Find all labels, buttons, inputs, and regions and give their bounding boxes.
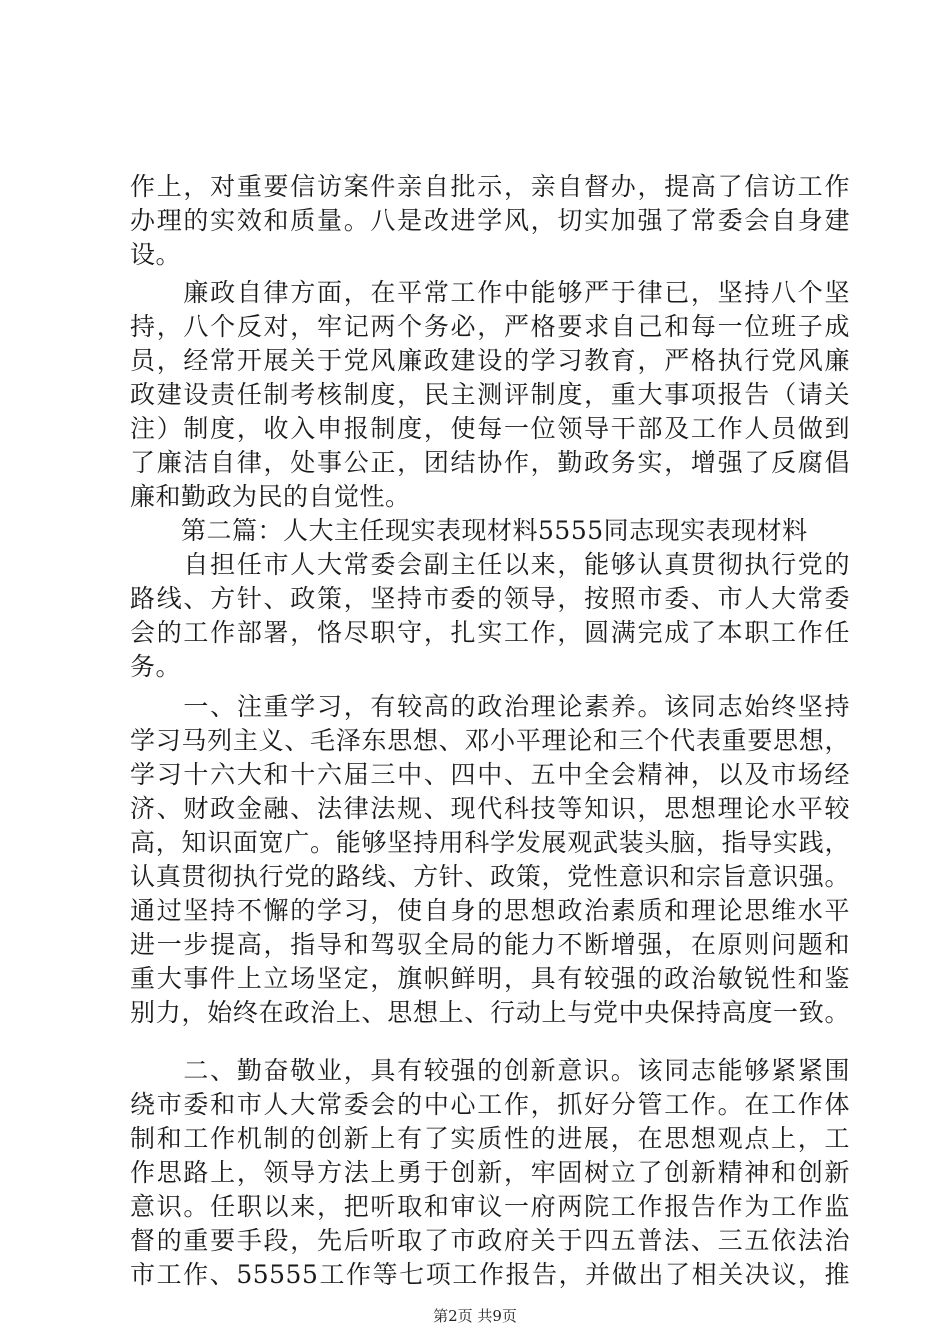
text-line: 第二篇：人大主任现实表现材料5555同志现实表现材料 — [130, 516, 808, 545]
text-line: 制和工作机制的创新上有了实质性的进展，在思想观点上，工 — [130, 1124, 850, 1153]
text-line: 二、勤奋敬业，具有较强的创新意识。该同志能够紧紧围 — [130, 1056, 850, 1085]
text-line: 办理的实效和质量。八是改进学风，切实加强了常委会自身建 — [130, 206, 850, 235]
text-line: 持，八个反对，牢记两个务必，严格要求自己和每一位班子成 — [130, 312, 850, 341]
text-line: 政建设责任制考核制度，民主测评制度，重大事项报告（请关 — [130, 380, 850, 409]
text-line: 别力，始终在政治上、思想上、行动上与党中央保持高度一致。 — [130, 998, 850, 1027]
text-line: 进一步提高，指导和驾驭全局的能力不断增强，在原则问题和 — [130, 930, 850, 959]
text-line: 学习马列主义、毛泽东思想、邓小平理论和三个代表重要思想， — [130, 726, 850, 755]
text-line: 作思路上，领导方法上勇于创新，牢固树立了创新精神和创新 — [130, 1158, 850, 1187]
text-line: 一、注重学习，有较高的政治理论素养。该同志始终坚持 — [130, 692, 850, 721]
text-line: 学习十六大和十六届三中、四中、五中全会精神，以及市场经 — [130, 760, 850, 789]
text-line: 认真贯彻执行党的路线、方针、政策，党性意识和宗旨意识强。 — [130, 862, 850, 891]
text-line: 员，经常开展关于党风廉政建设的学习教育，严格执行党风廉 — [130, 346, 850, 375]
text-line: 市工作、55555工作等七项工作报告，并做出了相关决议，推 — [130, 1260, 850, 1289]
text-line: 高，知识面宽广。能够坚持用科学发展观武装头脑，指导实践， — [130, 828, 850, 857]
text-line: 督的重要手段，先后听取了市政府关于四五普法、三五依法治 — [130, 1226, 850, 1255]
text-line: 通过坚持不懈的学习，使自身的思想政治素质和理论思维水平 — [130, 896, 850, 925]
text-line: 济、财政金融、法律法规、现代科技等知识，思想理论水平较 — [130, 794, 850, 823]
text-line: 设。 — [130, 240, 182, 269]
text-line: 注）制度，收入申报制度，使每一位领导干部及工作人员做到 — [130, 414, 850, 443]
text-line: 了廉洁自律，处事公正，团结协作，勤政务实，增强了反腐倡 — [130, 448, 850, 477]
text-line: 务。 — [130, 652, 182, 681]
text-line: 作上，对重要信访案件亲自批示，亲自督办，提高了信访工作 — [130, 172, 850, 201]
text-line: 绕市委和市人大常委会的中心工作，抓好分管工作。在工作体 — [130, 1090, 850, 1119]
text-line: 自担任市人大常委会副主任以来，能够认真贯彻执行党的 — [130, 550, 850, 579]
text-line: 廉政自律方面，在平常工作中能够严于律已，坚持八个坚 — [130, 278, 850, 307]
page-number-footer: 第2页 共9页 — [433, 1307, 517, 1325]
text-line: 意识。任职以来，把听取和审议一府两院工作报告作为工作监 — [130, 1192, 850, 1221]
text-line: 重大事件上立场坚定，旗帜鲜明，具有较强的政治敏锐性和鉴 — [130, 964, 850, 993]
text-line: 会的工作部署，恪尽职守，扎实工作，圆满完成了本职工作任 — [130, 618, 850, 647]
text-line: 路线、方针、政策，坚持市委的领导，按照市委、市人大常委 — [130, 584, 850, 613]
text-line: 廉和勤政为民的自觉性。 — [130, 482, 411, 511]
